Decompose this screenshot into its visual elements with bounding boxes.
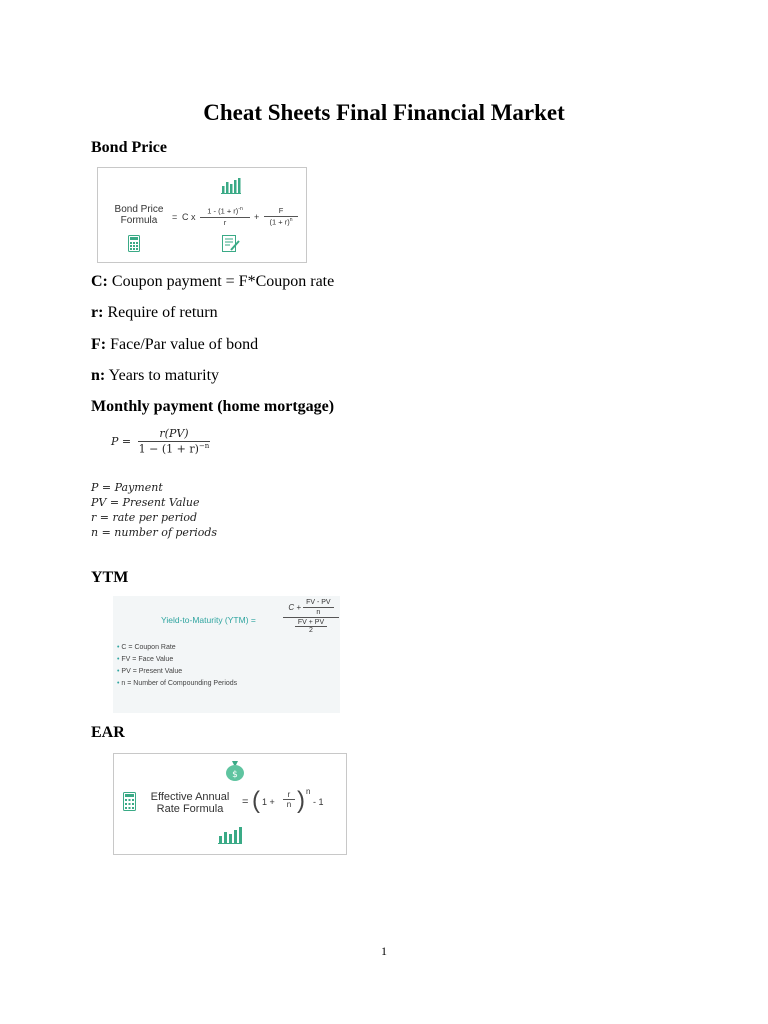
frac2-exponent: n (289, 217, 293, 223)
ytm-bullet-n: • n = Number of Compounding Periods (117, 680, 237, 687)
ear-frac-n: n (286, 800, 292, 809)
ear-eq: = (242, 796, 249, 808)
bond-formula-frac2 (264, 206, 298, 227)
calculator-icon (123, 792, 136, 811)
ytm-heading: YTM (91, 569, 129, 586)
def-c: C: Coupon payment = F*Coupon rate (91, 273, 335, 290)
bond-price-formula-image (97, 167, 307, 263)
ytm-label: Yield-to-Maturity (YTM) = (161, 615, 256, 625)
ytm-bullet-fv: • FV = Face Value (117, 656, 237, 663)
ytm-bullet-list (117, 644, 237, 692)
ytm-fraction (283, 599, 339, 634)
ear-heading: EAR (91, 724, 125, 741)
bar-chart-icon (218, 827, 242, 844)
mortgage-fraction (138, 427, 210, 456)
mortgage-heading: Monthly payment (home mortgage) (91, 398, 335, 415)
frac2-denominator: (1 + r) (269, 217, 290, 227)
mortgage-def-pv: PV = Present Value (91, 496, 200, 509)
frac2-numerator: F (264, 206, 298, 217)
mortgage-def-r: r = rate per period (91, 511, 198, 524)
ytm-inner-numerator: FV - PV (303, 599, 334, 608)
ear-open-paren: ( (252, 787, 260, 814)
ytm-outer-denominator-2: 2 (309, 627, 313, 634)
ytm-c-plus: C + (288, 603, 302, 612)
mortgage-exponent: −n (198, 442, 210, 450)
bond-formula-label-line1: Bond Price (114, 204, 164, 215)
bond-formula-c-times: C x (182, 212, 196, 222)
ear-exponent: n (306, 787, 311, 796)
def-f: F: Face/Par value of bond (91, 336, 259, 353)
frac1-denominator: r (223, 217, 227, 227)
bar-chart-icon (221, 178, 241, 194)
bond-price-heading: Bond Price (91, 139, 167, 156)
bond-formula-eq: = (172, 212, 178, 222)
bond-formula-frac1 (200, 206, 250, 227)
ytm-inner-denominator: n (316, 609, 321, 616)
money-bag-icon (225, 759, 245, 781)
frac1-exponent: -n (238, 206, 243, 212)
ear-close-paren: ) (297, 787, 305, 814)
calculator-icon (128, 235, 140, 252)
svg-text:$: $ (232, 770, 238, 780)
ytm-formula-image (113, 596, 340, 713)
ytm-outer-denominator: FV + PV (295, 619, 327, 627)
ear-fraction (283, 790, 295, 809)
ear-one-plus: 1 + (262, 797, 275, 807)
ear-label-line1: Effective Annual (150, 791, 230, 803)
mortgage-def-n: n = number of periods (91, 526, 218, 539)
ear-minus-one: - 1 (313, 797, 324, 807)
ear-label-line2: Rate Formula (156, 803, 224, 815)
document-edit-icon (222, 235, 240, 253)
mortgage-definitions (91, 480, 217, 540)
ytm-bullet-pv: • PV = Present Value (117, 668, 237, 675)
mortgage-denominator: 1 − (1 + r) (138, 442, 199, 456)
ear-frac-r: r (283, 790, 295, 800)
ytm-bullet-c: • C = Coupon Rate (117, 644, 237, 651)
def-r: r: Require of return (91, 304, 218, 321)
mortgage-lhs: P = (111, 435, 132, 448)
page-number: 1 (381, 944, 387, 958)
bond-formula-plus: + (254, 212, 260, 222)
page-title: Cheat Sheets Final Financial Market (203, 100, 565, 125)
ear-formula-image (113, 753, 347, 855)
mortgage-numerator: r(PV) (138, 427, 210, 442)
frac1-numerator: 1 - (1 + r) (207, 206, 239, 216)
bond-formula-label-line2: Formula (120, 215, 158, 226)
def-n: n: Years to maturity (91, 367, 220, 384)
mortgage-def-p: P = Payment (91, 481, 163, 494)
